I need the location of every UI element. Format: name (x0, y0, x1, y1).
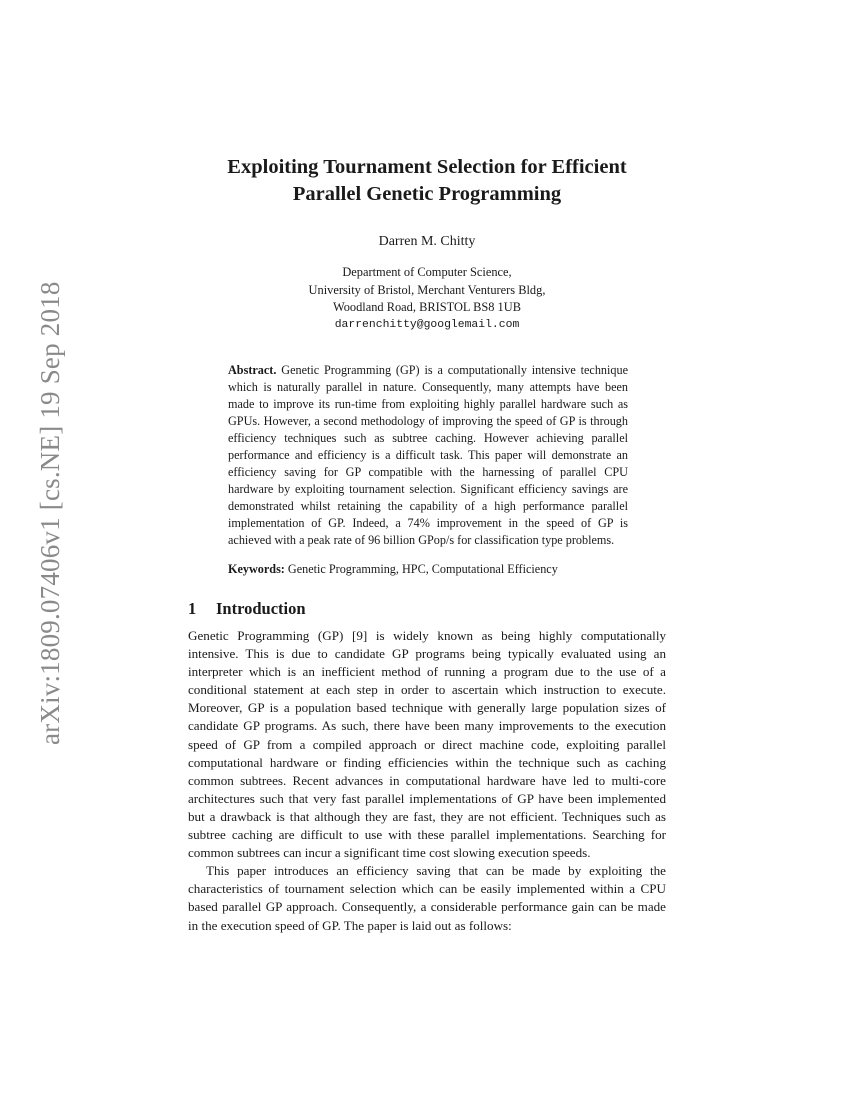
keywords-text: Genetic Programming, HPC, Computational Efficiency (287, 562, 558, 576)
affiliation-line: Department of Computer Science, (342, 265, 512, 279)
title-line-2: Parallel Genetic Programming (292, 183, 562, 205)
affiliation (188, 264, 666, 334)
section-title: Introduction (216, 599, 306, 618)
abstract-label: Abstract. (228, 363, 277, 377)
section-body (188, 627, 666, 935)
paragraph: This paper introduces an efficiency saving that can be made by exploiting the characteristics of tournament selection which can be easily implemented within a CPU based parallel GP approach. Consequently, a considerable performance gain can be made in the execution speed of GP. The paper is laid out as follows: (188, 863, 666, 933)
section-heading (188, 599, 306, 619)
author-name: Darren M. Chitty (378, 234, 476, 249)
title-block (188, 154, 666, 334)
arxiv-identifier: arXiv:1809.07406v1 [cs.NE] 19 Sep 2018 (35, 281, 65, 745)
abstract (228, 362, 628, 549)
affiliation-line: University of Bristol, Merchant Venturers Bldg, (308, 282, 546, 297)
abstract-text: Genetic Programming (GP) is a computationally intensive technique which is naturally parallel in nature. Consequently, many attempts have been made to improve its run-time from exploiting highly parallel hardware such as GPUs. However, a second methodology of improving the speed of GP is through efficiency techniques such as subtree caching. However achieving parallel performance and efficiency is a difficult task. This paper will demonstrate an efficiency saving for GP compatible with the harnessing of parallel CPU hardware by exploiting tournament selection. Significant efficiency savings are demonstrated whilst retaining the capability of a high performance parallel implementation of GP. Indeed, a 74% improvement in the speed of GP is achieved with a peak rate of 96 billion GPop/s for classification type problems. (228, 363, 629, 547)
section-number: 1 (188, 599, 197, 618)
affiliation-line: Woodland Road, BRISTOL BS8 1UB (333, 300, 521, 314)
keywords-label: Keywords: (228, 562, 285, 576)
author-email[interactable]: darrenchitty@googlemail.com (334, 318, 520, 331)
paper-title (188, 154, 666, 208)
paragraph: Genetic Programming (GP) [9] is widely known as being highly computationally intensive. This is due to candidate GP programs being typically evaluated using an interpreter which is an inefficient method of running a program due to the use of a conditional statement at each step in order to ascertain which instruction to execute. Moreover, GP is a population based technique with generally large population sizes of candidate GP programs. As such, there have been many improvements to the execution speed of GP from a compiled approach or direct machine code, exploiting parallel computational hardware or finding efficiencies within the technique such as caching common subtrees. Recent advances in computational hardware have led to multi-core architectures such that very fast parallel implementations of GP have been implemented but a drawback is that although they are fast, they are not efficient. Techniques such as subtree caching are difficult to use with these parallel implementations. Searching for common subtrees can incur a significant time cost slowing execution speeds. (188, 628, 666, 861)
title-line-1: Exploiting Tournament Selection for Efficient (227, 156, 627, 178)
keywords (228, 561, 628, 578)
